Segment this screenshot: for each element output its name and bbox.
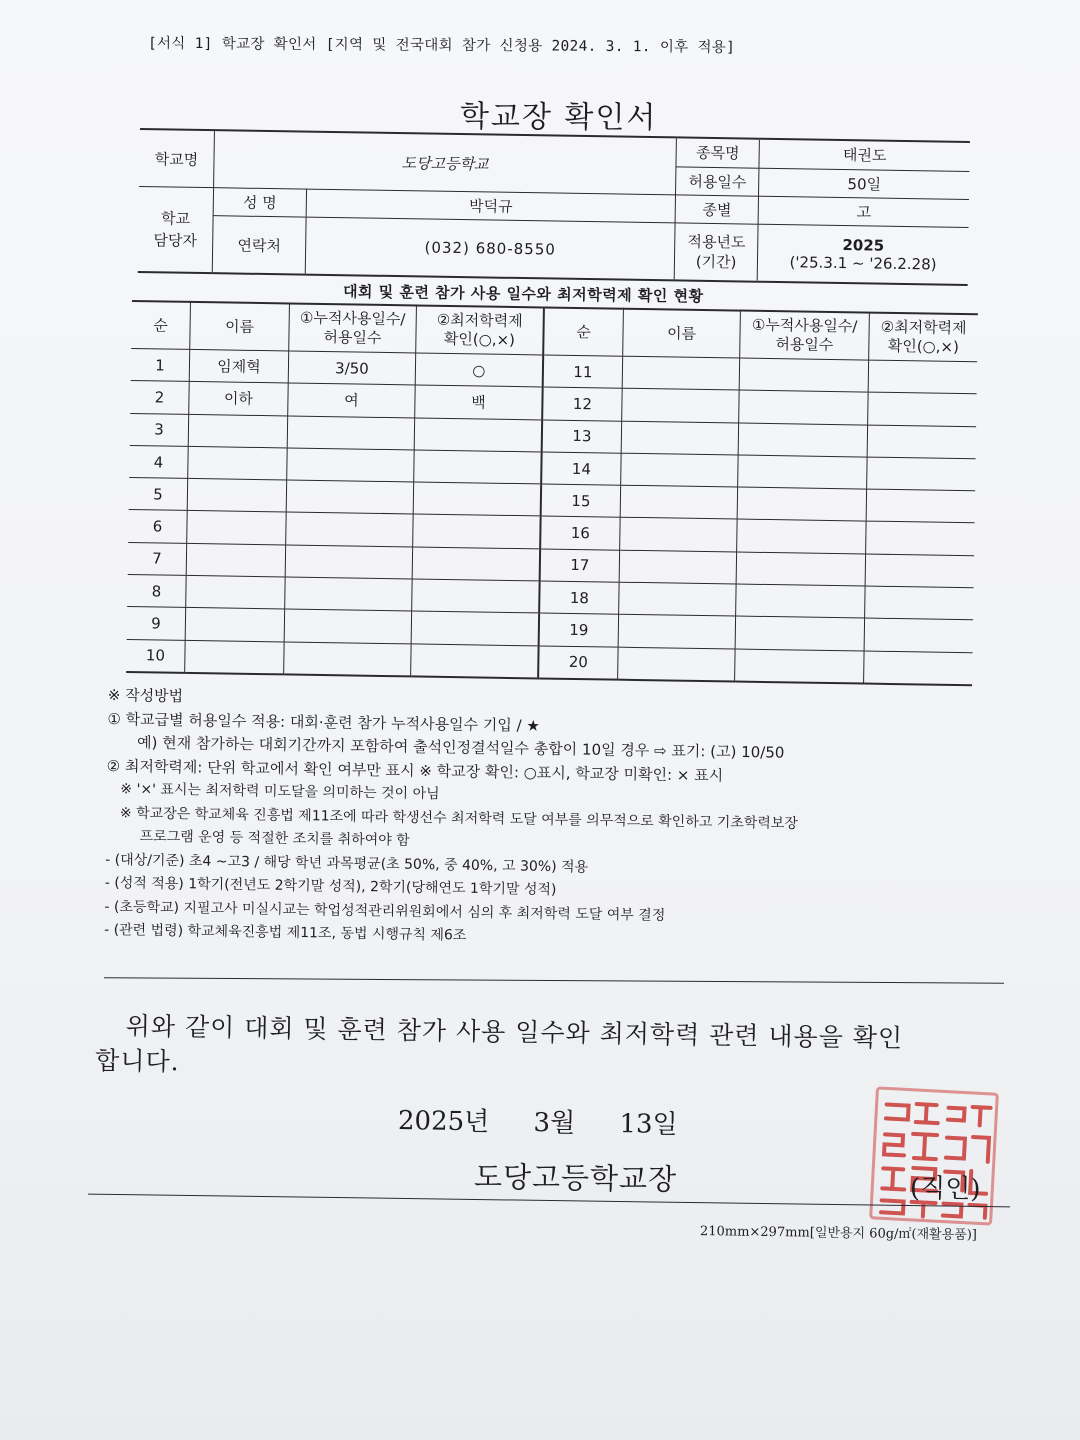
cell-name — [618, 615, 735, 649]
cell-academic: ○ — [415, 353, 543, 387]
cell-no: 8 — [127, 575, 186, 608]
cell-academic — [868, 392, 977, 426]
header-days: ①누적사용일수/ 허용일수 — [740, 311, 870, 361]
cell-no: 10 — [126, 639, 185, 673]
cell-academic — [412, 579, 540, 613]
cell-no: 15 — [541, 484, 621, 518]
issue-date: 2025년 3월 13일 — [397, 1106, 678, 1140]
note-2-b-cont: 프로그램 운영 등 적절한 조치를 취하여야 함 — [139, 828, 410, 849]
name-label: 성 명 — [213, 188, 306, 217]
confirmation-line-2: 합니다. — [94, 1045, 180, 1077]
header-name: 이름 — [190, 302, 290, 351]
cell-no: 16 — [540, 516, 620, 550]
cell-name — [186, 543, 285, 577]
cell-name — [185, 608, 284, 642]
writing-instructions — [104, 684, 1008, 957]
school-label: 학교명 — [139, 129, 214, 188]
header-name: 이름 — [623, 309, 741, 358]
name-value: 박덕규 — [306, 189, 676, 223]
period-value — [757, 224, 968, 285]
cell-academic — [411, 611, 539, 645]
cell-name — [622, 389, 739, 423]
note-1: ① 학교급별 허용일수 적용: 대회·훈련 참가 누적사용일수 기입 / ★ — [107, 709, 540, 735]
cell-academic — [413, 482, 541, 516]
cell-days — [286, 512, 413, 546]
cell-academic — [414, 450, 542, 484]
sport-value: 태권도 — [759, 139, 970, 171]
cell-no: 19 — [539, 613, 619, 647]
note-grades: - (성적 적용) 1학기(전년도 2학기말 성적), 2학기(당해연도 1학기말 성적) — [104, 874, 557, 899]
cell-days: 3/50 — [288, 351, 415, 385]
note-law: - (관련 법령) 학교체육진흥법 제11조, 동법 시행규칙 제6조 — [104, 921, 467, 944]
cell-academic — [413, 514, 541, 548]
divider — [104, 977, 1004, 983]
note-2-b: ※ 학교장은 학교체육 진흥법 제11조에 따라 학생선수 최저학력 도달 여부를 의무적으로 확인하고 기초학력보장 — [119, 804, 799, 832]
info-table — [138, 128, 970, 286]
cell-no: 1 — [131, 348, 190, 381]
cell-name — [618, 647, 736, 682]
cell-days — [287, 416, 414, 450]
cell-days — [287, 448, 414, 482]
header-academic: ②최저학력제 확인(○,×) — [416, 305, 544, 354]
cell-name — [622, 356, 739, 390]
cell-name — [185, 640, 285, 674]
cell-no: 4 — [129, 445, 188, 478]
cell-academic — [864, 618, 973, 652]
roster-table — [126, 300, 978, 686]
cell-days — [284, 609, 411, 643]
cell-no: 20 — [538, 646, 618, 680]
cell-no: 2 — [130, 381, 189, 414]
type-label: 종별 — [675, 195, 758, 224]
paper-spec: 210mm×297mm[일반용지 60g/㎡(재활용품)] — [699, 1224, 978, 1243]
cell-no: 7 — [128, 542, 187, 575]
cell-name — [619, 550, 736, 584]
note-2: ② 최저학력제: 단위 학교에서 확인 여부만 표시 ※ 학교장 확인: ○표시, 학교장 미확인: × 표시 — [106, 756, 724, 785]
cell-no: 13 — [542, 420, 622, 454]
cell-days — [284, 642, 411, 677]
note-elementary: - (초등학교) 지필고사 미실시교는 학업성적관리위원회에서 심의 후 최저학력 도달 여부 결정 — [104, 898, 666, 924]
cell-no: 6 — [128, 510, 187, 543]
note-1-example: 예) 현재 참가하는 대회기간까지 포함하여 출석인정결석일수 총합이 10일 경우 ⇨ 표기: (고) 10/50 — [136, 733, 785, 762]
period-year: 2025 — [842, 236, 885, 255]
cell-days — [735, 649, 864, 684]
cell-academic — [866, 522, 975, 556]
cell-academic — [864, 651, 973, 685]
manager-label: 학교 담당자 — [138, 186, 214, 273]
form-number: [서식 1] 학교장 확인서 [지역 및 전국대회 참가 신청용 2024. 3. 1. 이후 적용] — [147, 35, 736, 56]
cell-academic — [868, 360, 977, 394]
cell-no: 9 — [127, 607, 186, 640]
cell-name — [187, 479, 286, 513]
header-no: 순 — [131, 301, 190, 349]
cell-days — [285, 545, 412, 579]
cell-academic: 백 — [415, 385, 543, 419]
allowed-days-label: 허용일수 — [676, 166, 759, 196]
header-days: ①누적사용일수/ 허용일수 — [289, 303, 417, 352]
header-no: 순 — [543, 307, 623, 356]
cell-no: 14 — [541, 452, 621, 486]
cell-academic — [867, 457, 976, 491]
cell-name — [620, 518, 737, 552]
cell-name: 이하 — [189, 382, 288, 416]
allowed-days-value: 50일 — [759, 168, 970, 200]
header-academic: ②최저학력제 확인(○,×) — [869, 313, 978, 362]
cell-academic — [866, 489, 975, 523]
cell-name: 임제혁 — [189, 349, 288, 383]
principal-signature: 도당고등학교장 — [473, 1159, 678, 1197]
cell-days — [737, 520, 866, 554]
cell-no: 5 — [129, 478, 188, 511]
contact-label: 연락처 — [212, 216, 306, 275]
cell-academic — [865, 554, 974, 588]
roster-body — [126, 348, 977, 685]
note-2-a: ※ '×' 표시는 최저학력 미도달을 의미하는 것이 아님 — [120, 781, 440, 803]
cell-days — [286, 480, 413, 514]
cell-name — [621, 453, 738, 487]
cell-no: 11 — [543, 355, 623, 389]
school-value: 도당고등학교 — [214, 130, 677, 195]
cell-no: 17 — [540, 549, 620, 583]
contact-value: (032) 680-8550 — [305, 217, 675, 280]
cell-no: 18 — [539, 581, 619, 615]
type-value: 고 — [758, 196, 969, 227]
seal-label: (직인) — [909, 1173, 981, 1205]
cell-academic — [865, 586, 974, 620]
cell-name — [620, 485, 737, 519]
cell-name — [188, 414, 287, 448]
cell-name — [619, 582, 736, 616]
cell-days — [739, 358, 868, 392]
official-seal-icon — [864, 1082, 1003, 1231]
cell-days — [736, 552, 865, 586]
cell-academic — [867, 425, 976, 459]
cell-days — [738, 455, 867, 489]
cell-name — [188, 446, 287, 480]
notes-heading: ※ 작성방법 — [107, 685, 184, 706]
confirmation-line-1: 위와 같이 대회 및 훈련 참가 사용 일수와 최저학력 관련 내용을 확인 — [125, 1011, 904, 1053]
cell-academic — [414, 418, 542, 452]
period-range: ('25.3.1 ~ '26.2.28) — [789, 253, 937, 274]
cell-days — [739, 390, 868, 424]
sport-label: 종목명 — [676, 137, 759, 167]
cell-academic — [411, 644, 539, 679]
status-table-title: 대회 및 훈련 참가 사용 일수와 최저학력제 확인 현황 — [342, 282, 704, 306]
cell-days — [738, 423, 867, 457]
cell-name — [621, 421, 738, 455]
cell-days — [737, 487, 866, 521]
confirmation-statement — [95, 1008, 996, 1092]
cell-no: 3 — [130, 413, 189, 446]
cell-days — [285, 577, 412, 611]
cell-days — [736, 584, 865, 618]
cell-name — [187, 511, 286, 545]
cell-name — [186, 575, 285, 609]
cell-academic — [412, 547, 540, 581]
cell-days: 여 — [288, 383, 415, 417]
cell-no: 12 — [542, 387, 622, 421]
period-label: 적용년도 (기간) — [674, 223, 758, 282]
page-title: 학교장 확인서 — [459, 99, 658, 136]
cell-days — [735, 616, 864, 650]
note-target: - (대상/기준) 초4 ~고3 / 해당 학년 과목평균(초 50%, 중 40%, 고 30%) 적용 — [105, 851, 589, 876]
